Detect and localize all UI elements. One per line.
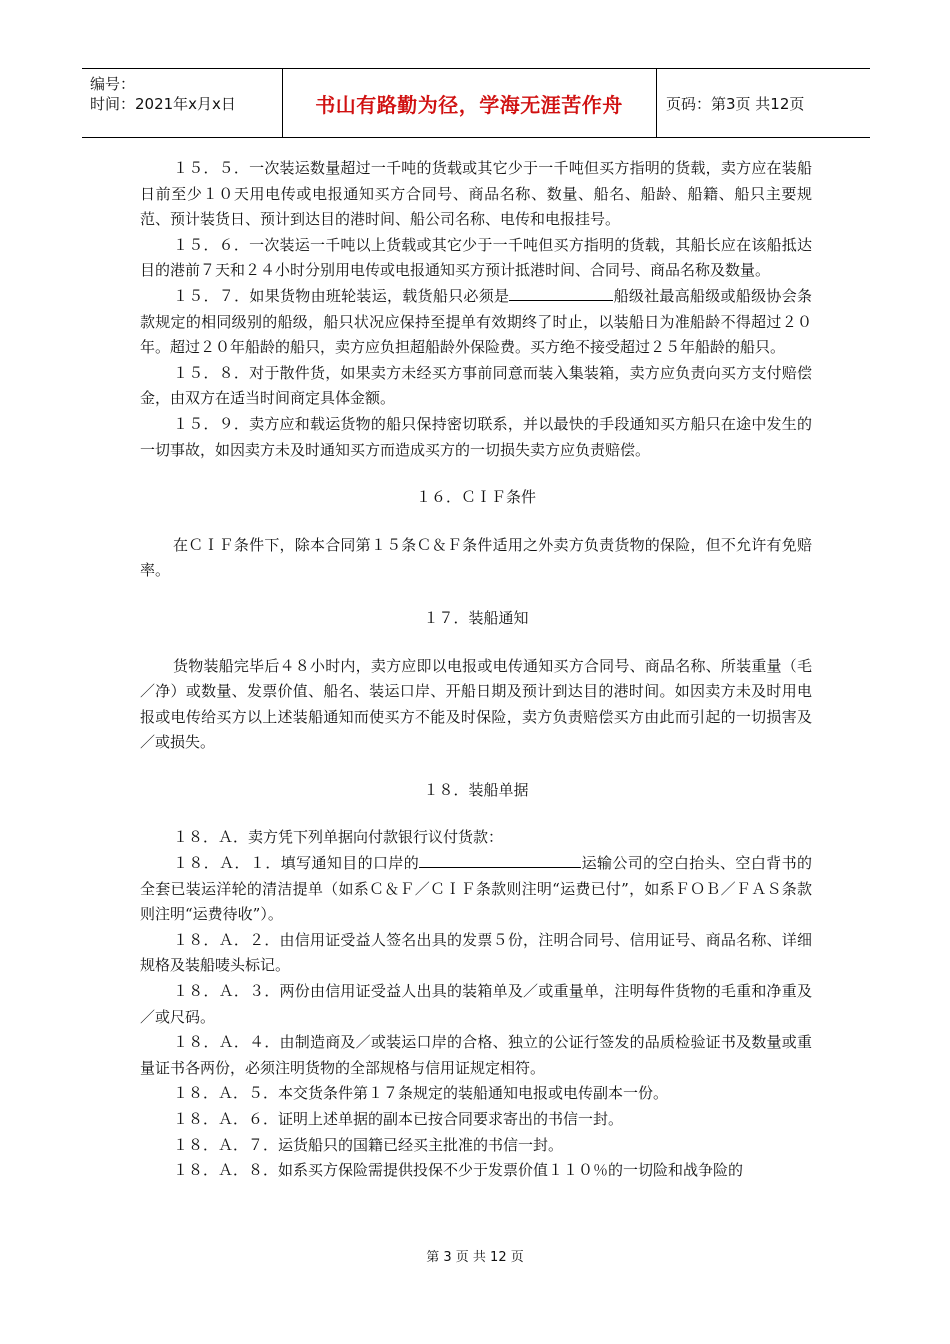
clause-18-A-8: １８．Ａ．８．如系买方保险需提供投保不少于发票价值１１０％的一切险和战争险的 <box>173 1161 744 1180</box>
clause-15-7-part1: １５．７．如果货物由班轮装运，载货船只必须是 <box>173 286 510 305</box>
header-motto-cell <box>282 69 657 137</box>
clause-16: 在ＣＩＦ条件下，除本合同第１５条Ｃ＆Ｆ条件适用之外卖方负责货物的保险，但不允许有免赔率。 <box>140 535 812 580</box>
clause-15-6: １５．６．一次装运一千吨以上货载或其它少于一千吨但买方指明的货载，其船长应在该船抵达目的港前７天和２４小时分别用电传或电报通知买方预计抵港时间、合同号、商品名称及数量。 <box>140 235 812 280</box>
clause-18-A-2: １８．Ａ．２．由信用证受益人签名出具的发票５份，注明合同号、信用证号、商品名称、详细规格及装船唛头标记。 <box>140 930 812 975</box>
clause-18-A-1 <box>140 851 812 928</box>
blank-line-classification-society <box>509 284 613 301</box>
clause-15-5: １５．５．一次装运数量超过一千吨的货载或其它少于一千吨但买方指明的货载，卖方应在装船日前至少１０天用电传或电报通知买方合同号、商品名称、数量、船名、船龄、船籍、船只主要规范、预计装货日、预计到达目的港时间、船公司名称、电传和电报挂号。 <box>140 159 812 229</box>
page-footer: 第 3 页 共 12 页 <box>426 1250 524 1265</box>
clause-18-A-1-part1: １８．Ａ．１．填写通知目的口岸的 <box>173 854 420 873</box>
section-heading-17: １７．装船通知 <box>423 608 529 627</box>
blank-line-destination-port <box>419 851 581 868</box>
clause-15-7 <box>140 284 812 361</box>
document-number-label: 编号： <box>90 75 136 93</box>
clause-15-8: １５．８．对于散件货，如果卖方未经买方事前同意而装入集装箱，卖方应负责向买方支付赔偿金，由双方在适当时间商定具体金额。 <box>140 363 812 408</box>
header-page-cell <box>656 69 870 137</box>
header-meta-cell <box>82 69 283 137</box>
clause-18-A: １８．Ａ．卖方凭下列单据向付款银行议付货款： <box>173 828 504 847</box>
clause-15-7-part2: 船级社最高船级或船级协会条款规定的相同级别的船级，船只状况应保持至提单有效期终了时止，以装船日为准船龄不得超过２０年。超过２０年船龄的船只，卖方应负担超船龄外保险费。买方绝不接受超过２５年船龄的船只。 <box>140 286 812 357</box>
header-motto: 书山有路勤为径，学海无涯苦作舟 <box>315 92 623 117</box>
section-heading-18: １８．装船单据 <box>423 780 529 799</box>
clause-15-9: １５．９．卖方应和载运货物的船只保持密切联系，并以最快的手段通知买方船只在途中发生的一切事故，如因卖方未及时通知买方而造成买方的一切损失卖方应负责赔偿。 <box>140 414 812 459</box>
document-body <box>140 156 812 1184</box>
clause-17: 货物装船完毕后４８小时内，卖方应即以电报或电传通知买方合同号、商品名称、所装重量（毛／净）或数量、发票价值、船名、装运口岸、开船日期及预计到达目的港时间。如因卖方未及时用电报或电传给买方以上述装船通知而使买方不能及时保险，卖方负责赔偿买方由此而引起的一切损害及／或损失。 <box>140 656 812 752</box>
section-heading-16: １６．ＣＩＦ条件 <box>415 488 536 507</box>
clause-18-A-7: １８．Ａ．７．运货船只的国籍已经买主批准的书信一封。 <box>173 1135 564 1154</box>
clause-18-A-3: １８．Ａ．３．两份由信用证受益人出具的装箱单及／或重量单，注明每件货物的毛重和净重及／或尺码。 <box>140 982 812 1026</box>
clause-18-A-4: １８．Ａ．４．由制造商及／或装运口岸的合格、独立的公证行签发的品质检验证书及数量或重量证书各两份，必须注明货物的全部规格与信用证规定相符。 <box>140 1033 812 1077</box>
header-page-label: 页码：第3页 共12页 <box>666 94 805 113</box>
document-time-label: 时间：2021年x月x日 <box>90 95 236 113</box>
clause-18-A-6: １８．Ａ．６．证明上述单据的副本已按合同要求寄出的书信一封。 <box>173 1110 624 1128</box>
clause-18-A-5: １８．Ａ．５．本交货条件第１７条规定的装船通知电报或电传副本一份。 <box>173 1084 669 1103</box>
clause-18-A-1-part2: 运输公司的空白抬头、空白背书的全套已装运洋轮的清洁提单（如系Ｃ＆Ｆ／ＣＩＦ条款则注明“运费已付”，如系ＦＯＢ／ＦＡＳ条款则注明“运费待收”）。 <box>140 854 812 924</box>
page-header <box>82 68 870 138</box>
